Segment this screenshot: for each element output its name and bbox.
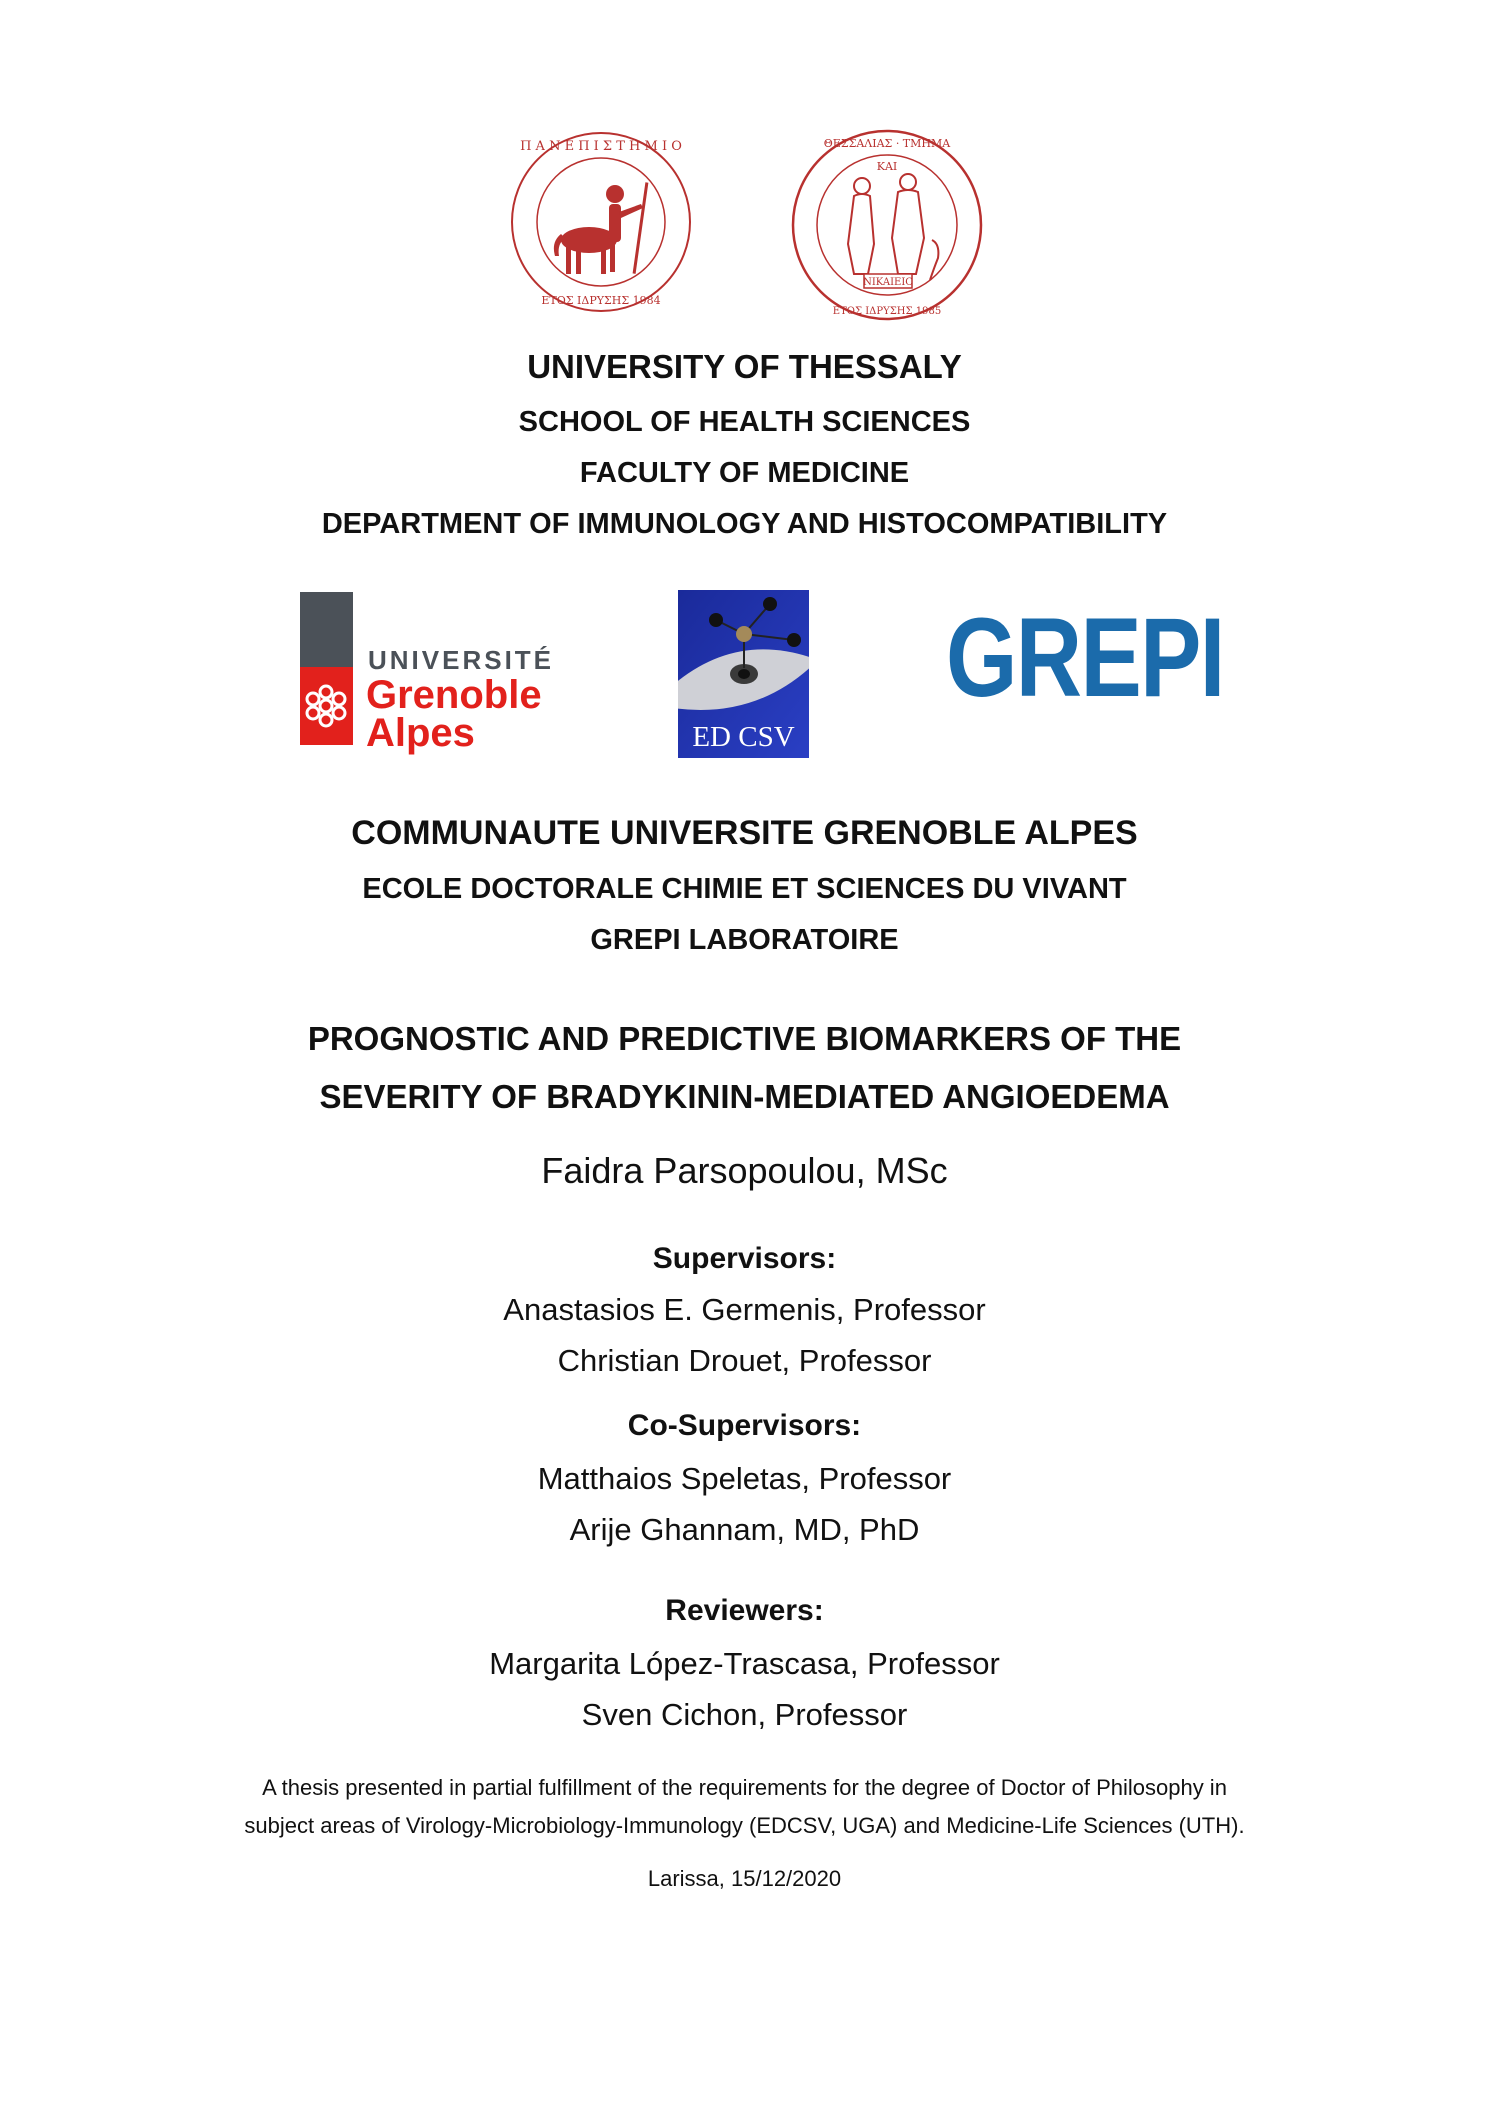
reviewer-name: Margarita López-Trascasa, Professor — [489, 1646, 1000, 1681]
reviewer-name: Sven Cichon, Professor — [581, 1697, 908, 1732]
svg-text:ΚΑΙ: ΚΑΙ — [876, 160, 898, 173]
thesis-statement-line-1: A thesis presented in partial fulfillment of the requirements for the degree of Doctor of Philosophy in — [262, 1775, 1227, 1800]
uga-logo-alpes-text: Alpes — [366, 711, 475, 755]
school-name: SCHOOL OF HEALTH SCIENCES — [518, 406, 971, 438]
reviewers-heading: Reviewers: — [665, 1594, 824, 1627]
school-of-health-sciences-seal-icon — [790, 128, 984, 322]
place-and-date: Larissa, 15/12/2020 — [647, 1866, 842, 1891]
doctoral-school-name: ECOLE DOCTORALE CHIMIE ET SCIENCES DU VIVANT — [362, 873, 1127, 905]
author-name: Faidra Parsopoulou, MSc — [541, 1150, 948, 1191]
university-of-thessaly-seal-icon — [509, 130, 693, 314]
svg-text:ΘΕΣΣΑΛΙΑΣ · ΤΜΗΜΑ: ΘΕΣΣΑΛΙΑΣ · ΤΜΗΜΑ — [823, 137, 951, 150]
ed-csv-logo — [678, 590, 809, 758]
university-name: UNIVERSITY OF THESSALY — [527, 348, 962, 385]
svg-text:Π Α Ν Ε Π Ι Σ Τ Η Μ Ι Ο: Π Α Ν Ε Π Ι Σ Τ Η Μ Ι Ο — [520, 139, 682, 154]
uga-logo-red-bar — [300, 667, 353, 745]
uga-logo-gray-bar — [300, 592, 353, 667]
faculty-name: FACULTY OF MEDICINE — [579, 457, 910, 489]
community-name: COMMUNAUTE UNIVERSITE GRENOBLE ALPES — [351, 814, 1138, 852]
co-supervisors-heading: Co-Supervisors: — [627, 1409, 862, 1442]
co-supervisor-name: Arije Ghannam, MD, PhD — [569, 1512, 920, 1547]
svg-text:ΕΤΟΣ ΙΔΡΥΣΗΣ 1985: ΕΤΟΣ ΙΔΡΥΣΗΣ 1985 — [832, 306, 942, 317]
thesis-title-line-2: SEVERITY OF BRADYKININ-MEDIATED ANGIOEDEMA — [319, 1078, 1170, 1115]
co-supervisor-name: Matthaios Speletas, Professor — [537, 1461, 952, 1496]
uga-logo-grenoble-text: Grenoble — [366, 673, 542, 717]
universite-grenoble-alpes-logo — [300, 592, 568, 755]
department-name: DEPARTMENT OF IMMUNOLOGY AND HISTOCOMPATIBILITY — [321, 508, 1168, 540]
laboratory-name: GREPI LABORATOIRE — [590, 924, 899, 956]
supervisors-heading: Supervisors: — [652, 1242, 837, 1275]
svg-text:NIKAIEIC: NIKAIEIC — [863, 277, 913, 288]
uga-flower-icon — [300, 667, 353, 745]
uga-logo-universite-text: UNIVERSITÉ — [368, 645, 555, 675]
thesis-title-line-1: PROGNOSTIC AND PREDICTIVE BIOMARKERS OF THE — [307, 1020, 1182, 1057]
supervisor-name: Christian Drouet, Professor — [557, 1343, 932, 1378]
supervisor-name: Anastasios E. Germenis, Professor — [503, 1292, 986, 1327]
grepi-logo: GREPI — [946, 595, 1224, 720]
ed-csv-logo-text: ED CSV — [692, 721, 795, 753]
thesis-statement-line-2: subject areas of Virology-Microbiology-Immunology (EDCSV, UGA) and Medicine-Life Sciences (UTH). — [244, 1813, 1245, 1838]
svg-text:ΕΤΟΣ ΙΔΡΥΣΗΣ 1984: ΕΤΟΣ ΙΔΡΥΣΗΣ 1984 — [541, 294, 661, 307]
